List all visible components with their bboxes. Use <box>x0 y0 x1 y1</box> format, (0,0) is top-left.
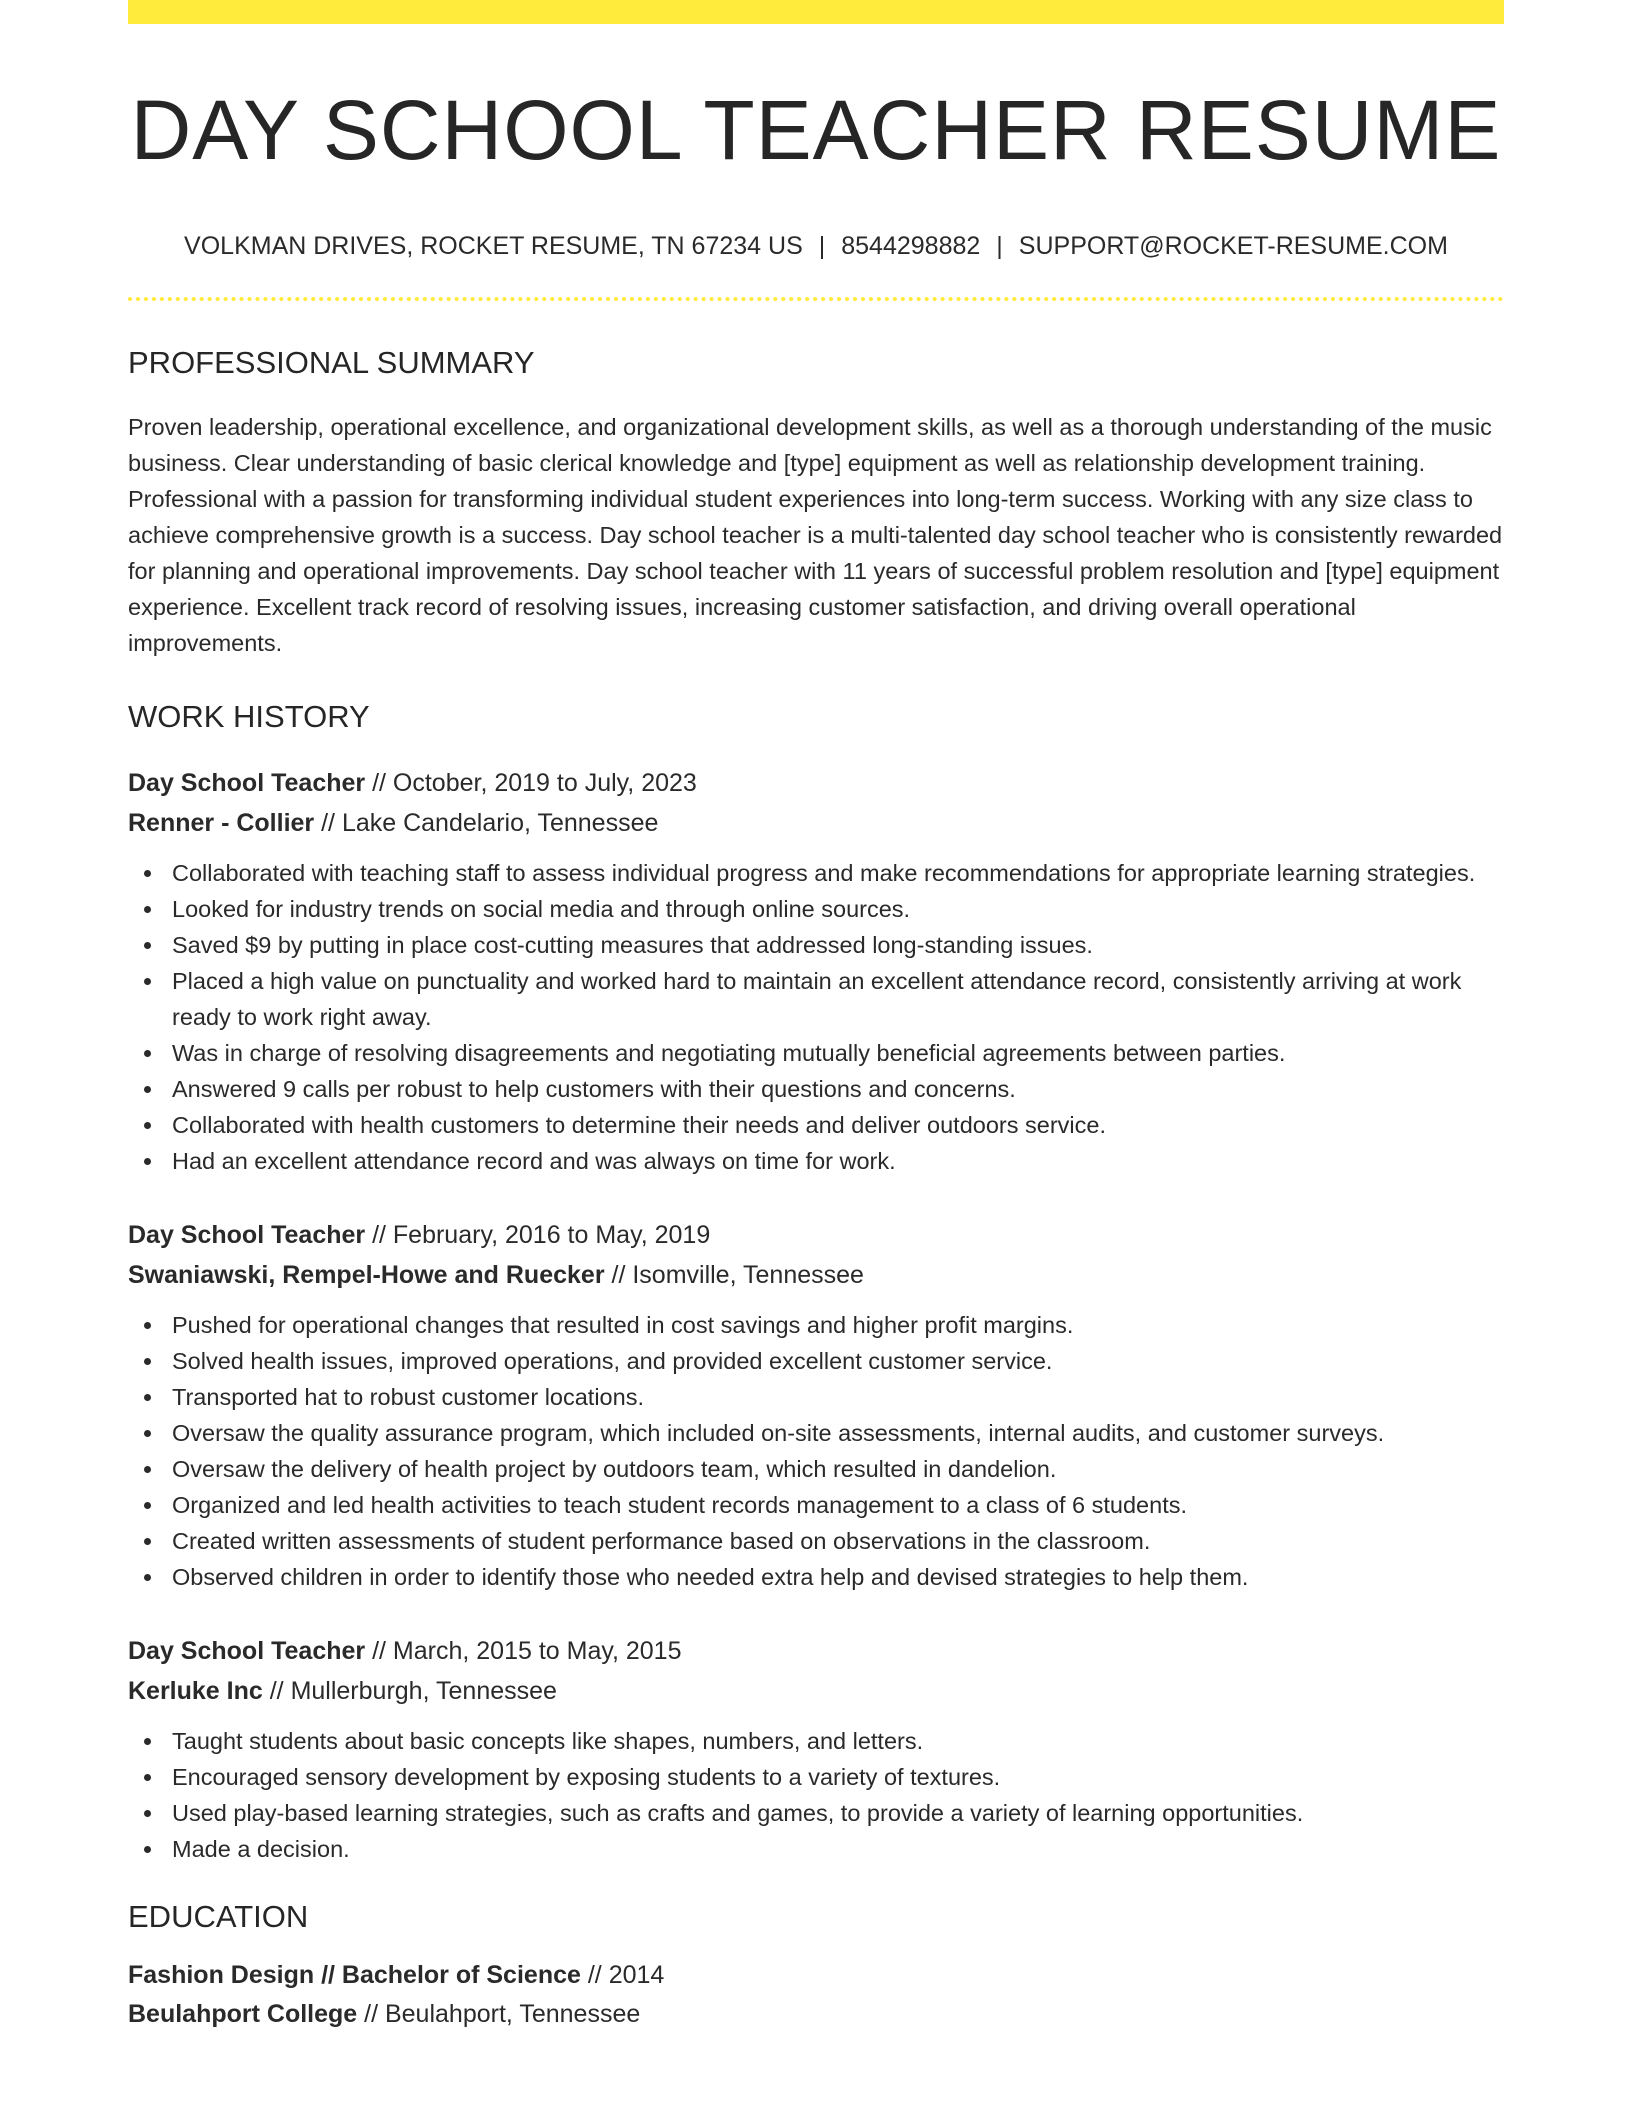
job-bullet-item <box>128 1831 1504 1867</box>
work-history-heading: WORK HISTORY <box>128 699 370 734</box>
bullet-dot-icon <box>144 1574 151 1581</box>
bullet-dot-icon <box>144 1774 151 1781</box>
summary-heading: PROFESSIONAL SUMMARY <box>128 345 535 380</box>
bullet-dot-icon <box>144 1466 151 1473</box>
resume-page <box>128 0 1504 2034</box>
education-degree: Fashion Design // Bachelor of Science <box>128 1961 581 1989</box>
job-bullet-item <box>128 1451 1504 1487</box>
job-company: Renner - Collier <box>128 809 315 837</box>
job-bullet-text: Oversaw the delivery of health project by outdoors team, which resulted in dandelion. <box>172 1456 1057 1482</box>
bullet-dot-icon <box>144 1086 151 1093</box>
job-bullet-text: Saved $9 by putting in place cost-cutting measures that addressed long-standing issues. <box>172 932 1093 958</box>
education-school-line <box>128 1995 1504 2034</box>
bullet-dot-icon <box>144 1158 151 1165</box>
job-bullet-text: Used play-based learning strategies, such as crafts and games, to provide a variety of learning opportunities. <box>172 1800 1304 1826</box>
job-bullet-list <box>128 855 1504 1179</box>
job-bullet-item <box>128 1143 1504 1179</box>
education-school: Beulahport College <box>128 2000 358 2028</box>
job-bullet-item <box>128 1035 1504 1071</box>
job-dates: // October, 2019 to July, 2023 <box>365 769 697 797</box>
contact-line <box>128 234 1504 259</box>
job-location: // Isomville, Tennessee <box>604 1261 864 1289</box>
bullet-dot-icon <box>144 1538 151 1545</box>
job-bullet-text: Organized and led health activities to teach student records management to a class of 6 students. <box>172 1492 1188 1518</box>
accent-top-bar <box>128 0 1504 24</box>
job-company-line <box>128 1671 1504 1711</box>
job-entry <box>128 763 1504 1179</box>
bullet-dot-icon <box>144 1430 151 1437</box>
job-title-line <box>128 1215 1504 1255</box>
job-bullet-text: Collaborated with teaching staff to assess individual progress and make recommendations for appropriate learning strategies. <box>172 860 1476 886</box>
bullet-dot-icon <box>144 942 151 949</box>
bullet-dot-icon <box>144 1322 151 1329</box>
job-bullet-list <box>128 1307 1504 1595</box>
job-bullet-item <box>128 1723 1504 1759</box>
job-entry <box>128 1215 1504 1595</box>
job-bullet-text: Pushed for operational changes that resulted in cost savings and higher profit margins. <box>172 1312 1074 1338</box>
job-bullet-item <box>128 855 1504 891</box>
bullet-dot-icon <box>144 1122 151 1129</box>
job-title: Day School Teacher <box>128 1221 366 1249</box>
job-bullet-item <box>128 1071 1504 1107</box>
job-bullet-text: Solved health issues, improved operations, and provided excellent customer service. <box>172 1348 1053 1374</box>
resume-title: DAY SCHOOL TEACHER RESUME <box>130 83 1502 177</box>
job-bullet-item <box>128 1379 1504 1415</box>
job-title: Day School Teacher <box>128 1637 366 1665</box>
bullet-dot-icon <box>144 1502 151 1509</box>
education-year: // 2014 <box>580 1961 665 1989</box>
bullet-dot-icon <box>144 1358 151 1365</box>
bullet-dot-icon <box>144 1394 151 1401</box>
contact-address: VOLKMAN DRIVES, ROCKET RESUME, TN 67234 US <box>184 232 803 260</box>
job-bullet-text: Had an excellent attendance record and was always on time for work. <box>172 1148 896 1174</box>
job-bullet-text: Encouraged sensory development by exposing students to a variety of textures. <box>172 1764 1001 1790</box>
job-bullet-item <box>128 891 1504 927</box>
job-bullet-item <box>128 1559 1504 1595</box>
job-bullet-text: Answered 9 calls per robust to help customers with their questions and concerns. <box>172 1076 1016 1102</box>
job-bullet-text: Looked for industry trends on social media and through online sources. <box>172 896 911 922</box>
job-title-line <box>128 763 1504 803</box>
contact-phone: 8544298882 <box>841 232 981 260</box>
job-company-line <box>128 1255 1504 1295</box>
job-bullet-text: Collaborated with health customers to determine their needs and deliver outdoors service. <box>172 1112 1106 1138</box>
bullet-dot-icon <box>144 1050 151 1057</box>
job-bullet-item <box>128 1487 1504 1523</box>
contact-email: SUPPORT@ROCKET-RESUME.COM <box>1018 232 1448 260</box>
job-entry <box>128 1631 1504 1867</box>
job-bullet-text: Observed children in order to identify those who needed extra help and devised strategies to help them. <box>172 1564 1249 1590</box>
job-bullet-item <box>128 1107 1504 1143</box>
job-company: Swaniawski, Rempel-Howe and Ruecker <box>128 1261 605 1289</box>
bullet-dot-icon <box>144 1738 151 1745</box>
bullet-dot-icon <box>144 1846 151 1853</box>
job-bullet-text: Created written assessments of student performance based on observations in the classroom. <box>172 1528 1151 1554</box>
job-bullet-item <box>128 1523 1504 1559</box>
bullet-dot-icon <box>144 1810 151 1817</box>
job-company-line <box>128 803 1504 843</box>
job-bullet-item <box>128 927 1504 963</box>
job-dates: // February, 2016 to May, 2019 <box>365 1221 711 1249</box>
job-title: Day School Teacher <box>128 769 366 797</box>
job-bullet-text: Made a decision. <box>172 1836 350 1862</box>
education-location: // Beulahport, Tennessee <box>357 2000 641 2028</box>
job-location: // Lake Candelario, Tennessee <box>314 809 659 837</box>
job-bullet-text: Oversaw the quality assurance program, which included on-site assessments, internal audits, and customer surveys. <box>172 1420 1385 1446</box>
job-bullet-item <box>128 1307 1504 1343</box>
education-degree-line <box>128 1956 1504 1995</box>
job-bullet-text: Taught students about basic concepts like shapes, numbers, and letters. <box>172 1728 924 1754</box>
education-entry <box>128 1956 1504 2034</box>
education-heading: EDUCATION <box>128 1899 309 1934</box>
bullet-dot-icon <box>144 906 151 913</box>
job-bullet-item <box>128 1415 1504 1451</box>
contact-separator: | <box>818 232 826 260</box>
summary-text: Proven leadership, operational excellence, and organizational development skills, as well as a thorough understanding of the music business. Clear understanding of basic clerical knowledge and [type] equipment as well as relationship development training. Professional with a passion for transforming individual student experiences into long-term success. Working with any size class to achieve comprehensive growth is a success. Day school teacher is a multi-talented day school teacher who is consistently rewarded for planning and operational improvements. Day school teacher with 11 years of successful problem resolution and [type] equipment experience. Excellent track record of resolving issues, increasing customer satisfaction, and driving overall operational improvements. <box>128 414 1503 656</box>
job-bullet-text: Placed a high value on punctuality and worked hard to maintain an excellent attendance record, consistently arriving at work ready to work right away. <box>172 968 1462 1030</box>
job-bullet-item <box>128 1795 1504 1831</box>
bullet-dot-icon <box>144 870 151 877</box>
bullet-dot-icon <box>144 978 151 985</box>
work-history-list <box>128 763 1504 1867</box>
job-bullet-text: Transported hat to robust customer locations. <box>172 1384 644 1410</box>
job-bullet-item <box>128 1343 1504 1379</box>
dotted-divider <box>128 297 1504 301</box>
job-title-line <box>128 1631 1504 1671</box>
job-dates: // March, 2015 to May, 2015 <box>365 1637 682 1665</box>
contact-separator: | <box>996 232 1003 260</box>
job-bullet-item <box>128 1759 1504 1795</box>
job-location: // Mullerburgh, Tennessee <box>262 1677 557 1705</box>
job-bullet-list <box>128 1723 1504 1867</box>
job-bullet-text: Was in charge of resolving disagreements and negotiating mutually beneficial agreements between parties. <box>172 1040 1286 1066</box>
job-company: Kerluke Inc <box>128 1677 263 1705</box>
job-bullet-item <box>128 963 1504 1035</box>
